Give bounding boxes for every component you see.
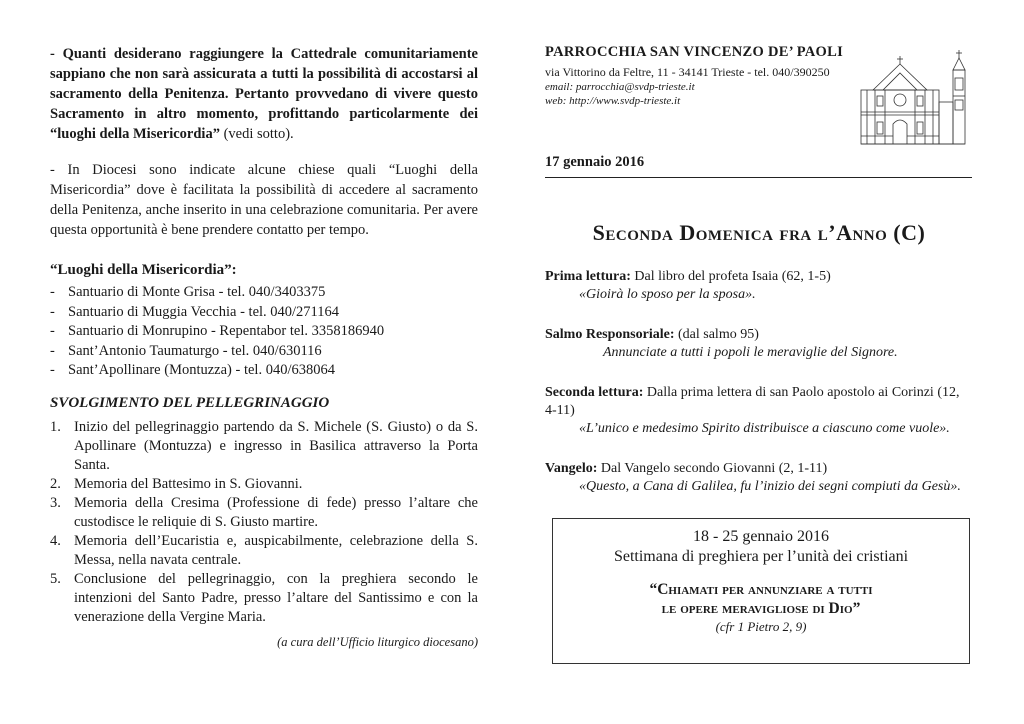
reading-label: Salmo Responsoriale: <box>545 327 675 342</box>
left-column <box>50 44 478 650</box>
list-item: - Sant’Apollinare (Montuzza) - tel. 040/638064 <box>50 361 478 381</box>
reading-quote: «L’unico e medesimo Spirito distribuisce a ciascuno come vuole». <box>579 421 950 436</box>
right-column <box>545 44 973 496</box>
list-item <box>50 570 478 627</box>
reading-quote: «Gioirà lo sposo per la sposa». <box>579 287 756 302</box>
parish-name: PARROCCHIA SAN VINCENZO DE’ PAOLI <box>545 44 844 60</box>
list-item: - Santuario di Muggia Vecchia - tel. 040/271164 <box>50 303 478 323</box>
slogan-line: le opere meravigliose di Dio” <box>661 600 861 617</box>
reading-label: Prima lettura: <box>545 269 631 284</box>
step-text: Memoria del Battesimo in S. Giovanni. <box>74 475 303 492</box>
list-item: - Santuario di Monrupino - Repentabor tel. 3358186940 <box>50 322 478 342</box>
reading-label: Vangelo: <box>545 461 598 476</box>
credit-line: (a cura dell’Ufficio liturgico diocesano) <box>277 634 478 649</box>
step-number: 5. <box>50 570 61 587</box>
list-item <box>50 418 478 475</box>
step-text: Memoria dell’Eucaristia e, auspicabilmente, celebrazione della S. Messa, nella navata centrale. <box>74 532 478 568</box>
reading-block <box>545 384 973 438</box>
step-number: 2. <box>50 475 61 492</box>
parish-address: via Vittorino da Feltre, 11 - 34141 Trieste - tel. 040/390250 <box>545 65 830 79</box>
box-citation: (cfr 1 Pietro 2, 9) <box>715 619 807 634</box>
step-number: 4. <box>50 532 61 549</box>
reading-quote: Annunciate a tutti i popoli le meraviglie del Signore. <box>603 345 898 360</box>
list-item <box>50 494 478 532</box>
step-text: Memoria della Cresima (Professione di fede) presso l’altare che custodisce le reliquie di S. Giusto martire. <box>74 494 478 530</box>
step-number: 1. <box>50 418 61 435</box>
church-illustration <box>853 40 973 148</box>
reading-block <box>545 326 973 362</box>
list-item: - Santuario di Monte Grisa - tel. 040/3403375 <box>50 283 478 303</box>
step-number: 3. <box>50 494 61 511</box>
pilgrimage-steps <box>50 418 478 627</box>
reading-block <box>545 268 973 304</box>
box-slogan <box>553 580 969 618</box>
notice-normal-text: (vedi sotto). <box>223 126 294 142</box>
box-dates: 18 - 25 gennaio 2016 <box>693 528 829 545</box>
notice-dash: - <box>50 46 55 62</box>
slogan-line: “Chiamati per annunziare a tutti <box>649 581 873 598</box>
list-item <box>50 475 478 494</box>
reading-quote: «Questo, a Cana di Galilea, fu l’inizio dei segni compiuti da Gesù». <box>579 479 961 494</box>
reading-block <box>545 460 973 496</box>
list-item: - Sant’Antonio Taumaturgo - tel. 040/630116 <box>50 342 478 362</box>
box-week: Settimana di preghiera per l’unità dei cristiani <box>613 548 909 565</box>
diocese-notice: - In Diocesi sono indicate alcune chiese quali “Luoghi della Misericordia” dove è facilitata la possibilità di accedere al sacramento della Penitenza, anche inserito in una celebrazione comunitaria. Per avere questa opportunità è bene prendere contatto per tempo. <box>50 162 478 238</box>
bulletin-date: 17 gennaio 2016 <box>545 154 972 178</box>
page-title: Seconda Domenica fra l’Anno (C) <box>592 220 926 245</box>
list-item <box>50 532 478 570</box>
parish-header <box>545 44 973 154</box>
unity-week-box <box>552 518 970 664</box>
reading-text: (dal salmo 95) <box>678 327 759 342</box>
svolgimento-title: SVOLGIMENTO DEL PELLEGRINAGGIO <box>50 394 330 411</box>
reading-text: Dalla prima lettera di san Paolo apostolo ai Corinzi (12, 4-11) <box>545 385 960 418</box>
parish-email: email: parrocchia@svdp-trieste.it <box>545 81 695 93</box>
luoghi-title: “Luoghi della Misericordia”: <box>50 262 237 278</box>
luoghi-list <box>50 283 478 381</box>
step-text: Inizio del pellegrinaggio partendo da S. Michele (S. Giusto) o da S. Apollinare (Montuzza) e ingresso in Basilica attraverso la Porta Santa. <box>74 418 478 473</box>
notice-bold-text: Quanti desiderano raggiungere la Cattedrale comunitariamente sappiano che non sarà assicurata a tutti la possibilità di accostarsi al sacramento della Penitenza. Pertanto provvedano di vivere questo Sacramento in altro momento, profittando particolarmente dei “luoghi della Misericordia” <box>50 46 478 142</box>
reading-text: Dal libro del profeta Isaia (62, 1-5) <box>634 269 831 284</box>
step-text: Conclusione del pellegrinaggio, con la preghiera secondo le intenzioni del Santo Padre, presso l’altare del Santissimo e con la venerazione della Vergine Maria. <box>74 570 478 625</box>
parish-web: web: http://www.svdp-trieste.it <box>545 95 681 107</box>
reading-text: Dal Vangelo secondo Giovanni (2, 1-11) <box>600 461 828 476</box>
cathedral-notice <box>50 44 478 144</box>
reading-label: Seconda lettura: <box>545 385 644 400</box>
